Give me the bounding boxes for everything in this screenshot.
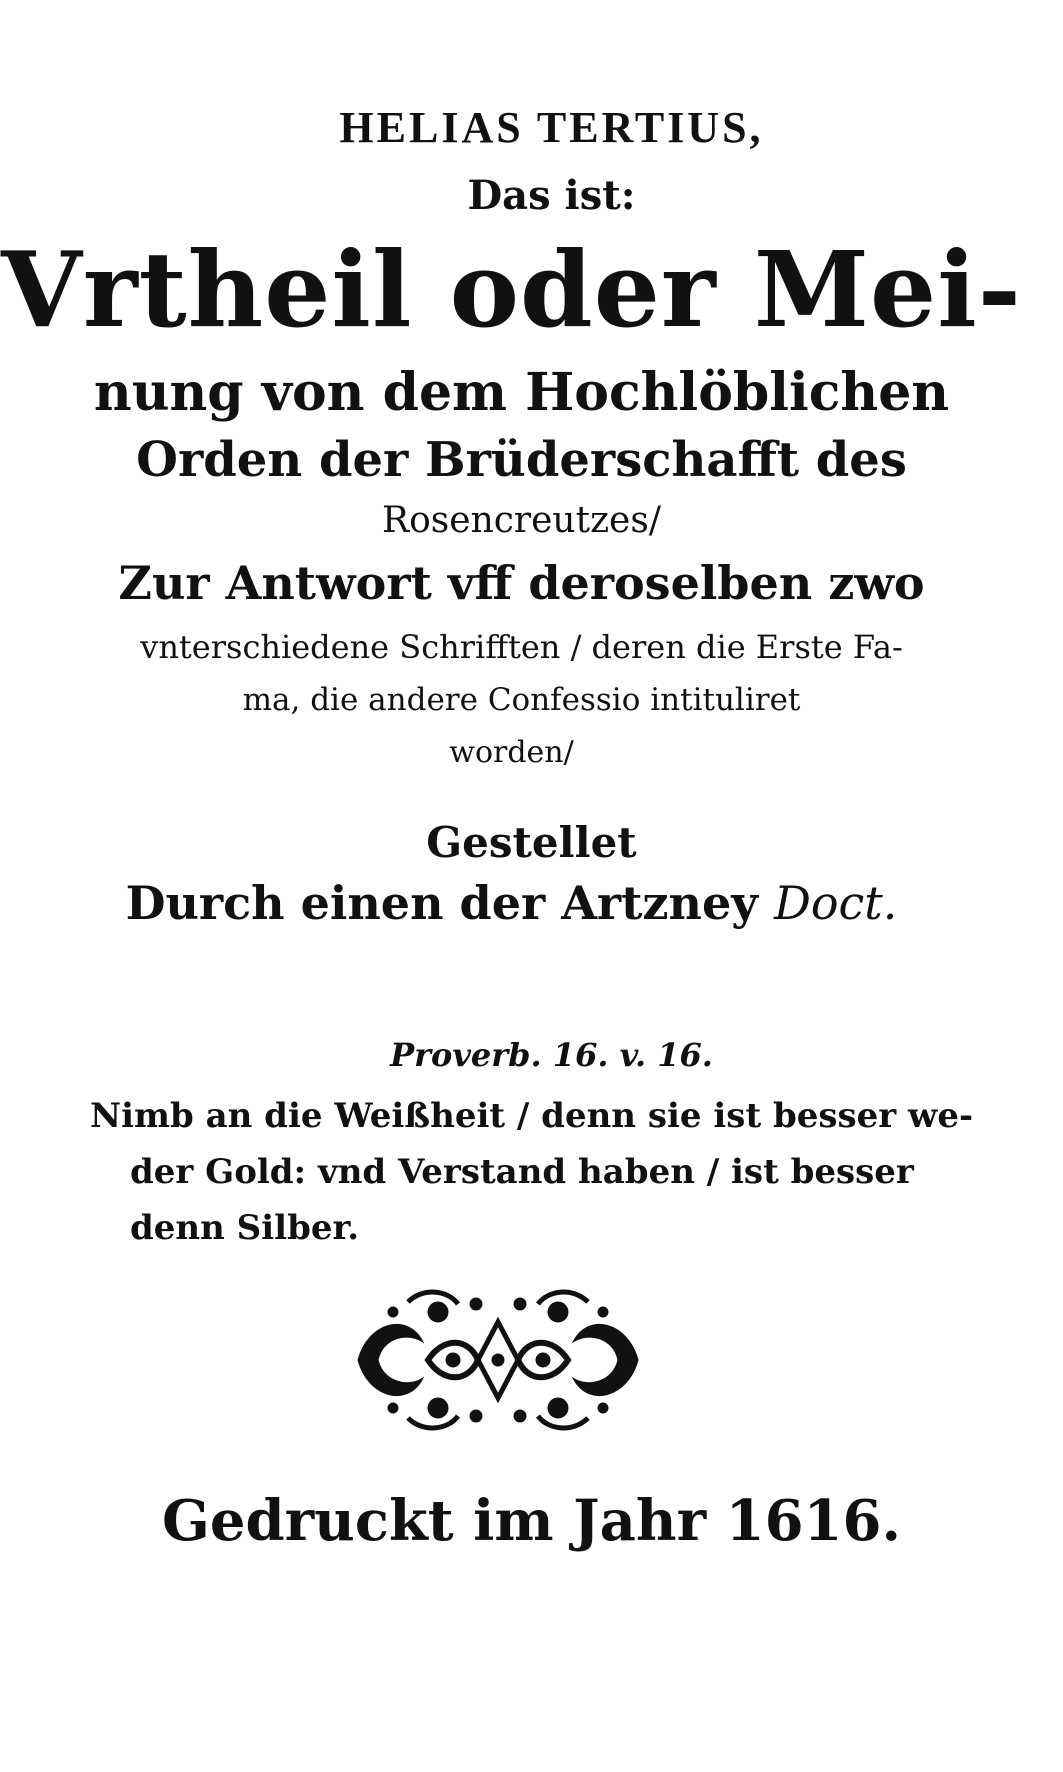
subtitle-line-3: ma, die andere Confessio intituliret bbox=[242, 682, 801, 718]
fleuron-ornament-icon bbox=[348, 1282, 648, 1438]
motto-line-1: Nimb an die Weißheit / denn sie ist besser we- bbox=[90, 1096, 974, 1136]
headline-line-3: Orden der Brüderschafft des bbox=[136, 432, 907, 488]
author-title: Doct. bbox=[773, 876, 898, 930]
headline-line-2: nung von dem Hochlöblichen bbox=[93, 362, 950, 423]
subtitle-line-1: Zur Antwort vff deroselben zwo bbox=[118, 556, 925, 610]
motto-line-3: denn Silber. bbox=[130, 1208, 360, 1248]
author-line bbox=[0, 876, 1043, 930]
das-ist-line: Das ist: bbox=[467, 172, 636, 219]
motto-line-2: der Gold: vnd Verstand haben / ist besser bbox=[130, 1152, 914, 1192]
headline-big: Vrtheil oder Mei- bbox=[1, 228, 1022, 351]
headline-line-4: Rosencreutzes/ bbox=[382, 500, 661, 541]
subtitle-line-2: vnterschiedene Schrifften / deren die Erste Fa- bbox=[140, 628, 903, 666]
author-text: Durch einen der Artzney bbox=[125, 876, 758, 930]
motto-reference: Proverb. 16. v. 16. bbox=[390, 1036, 713, 1074]
subtitle-line-4: worden/ bbox=[449, 735, 574, 770]
imprint-line: Gedruckt im Jahr 1616. bbox=[162, 1488, 901, 1554]
gestellet-line: Gestellet bbox=[426, 818, 637, 867]
page-title: HELIAS TERTIUS, bbox=[339, 103, 764, 152]
